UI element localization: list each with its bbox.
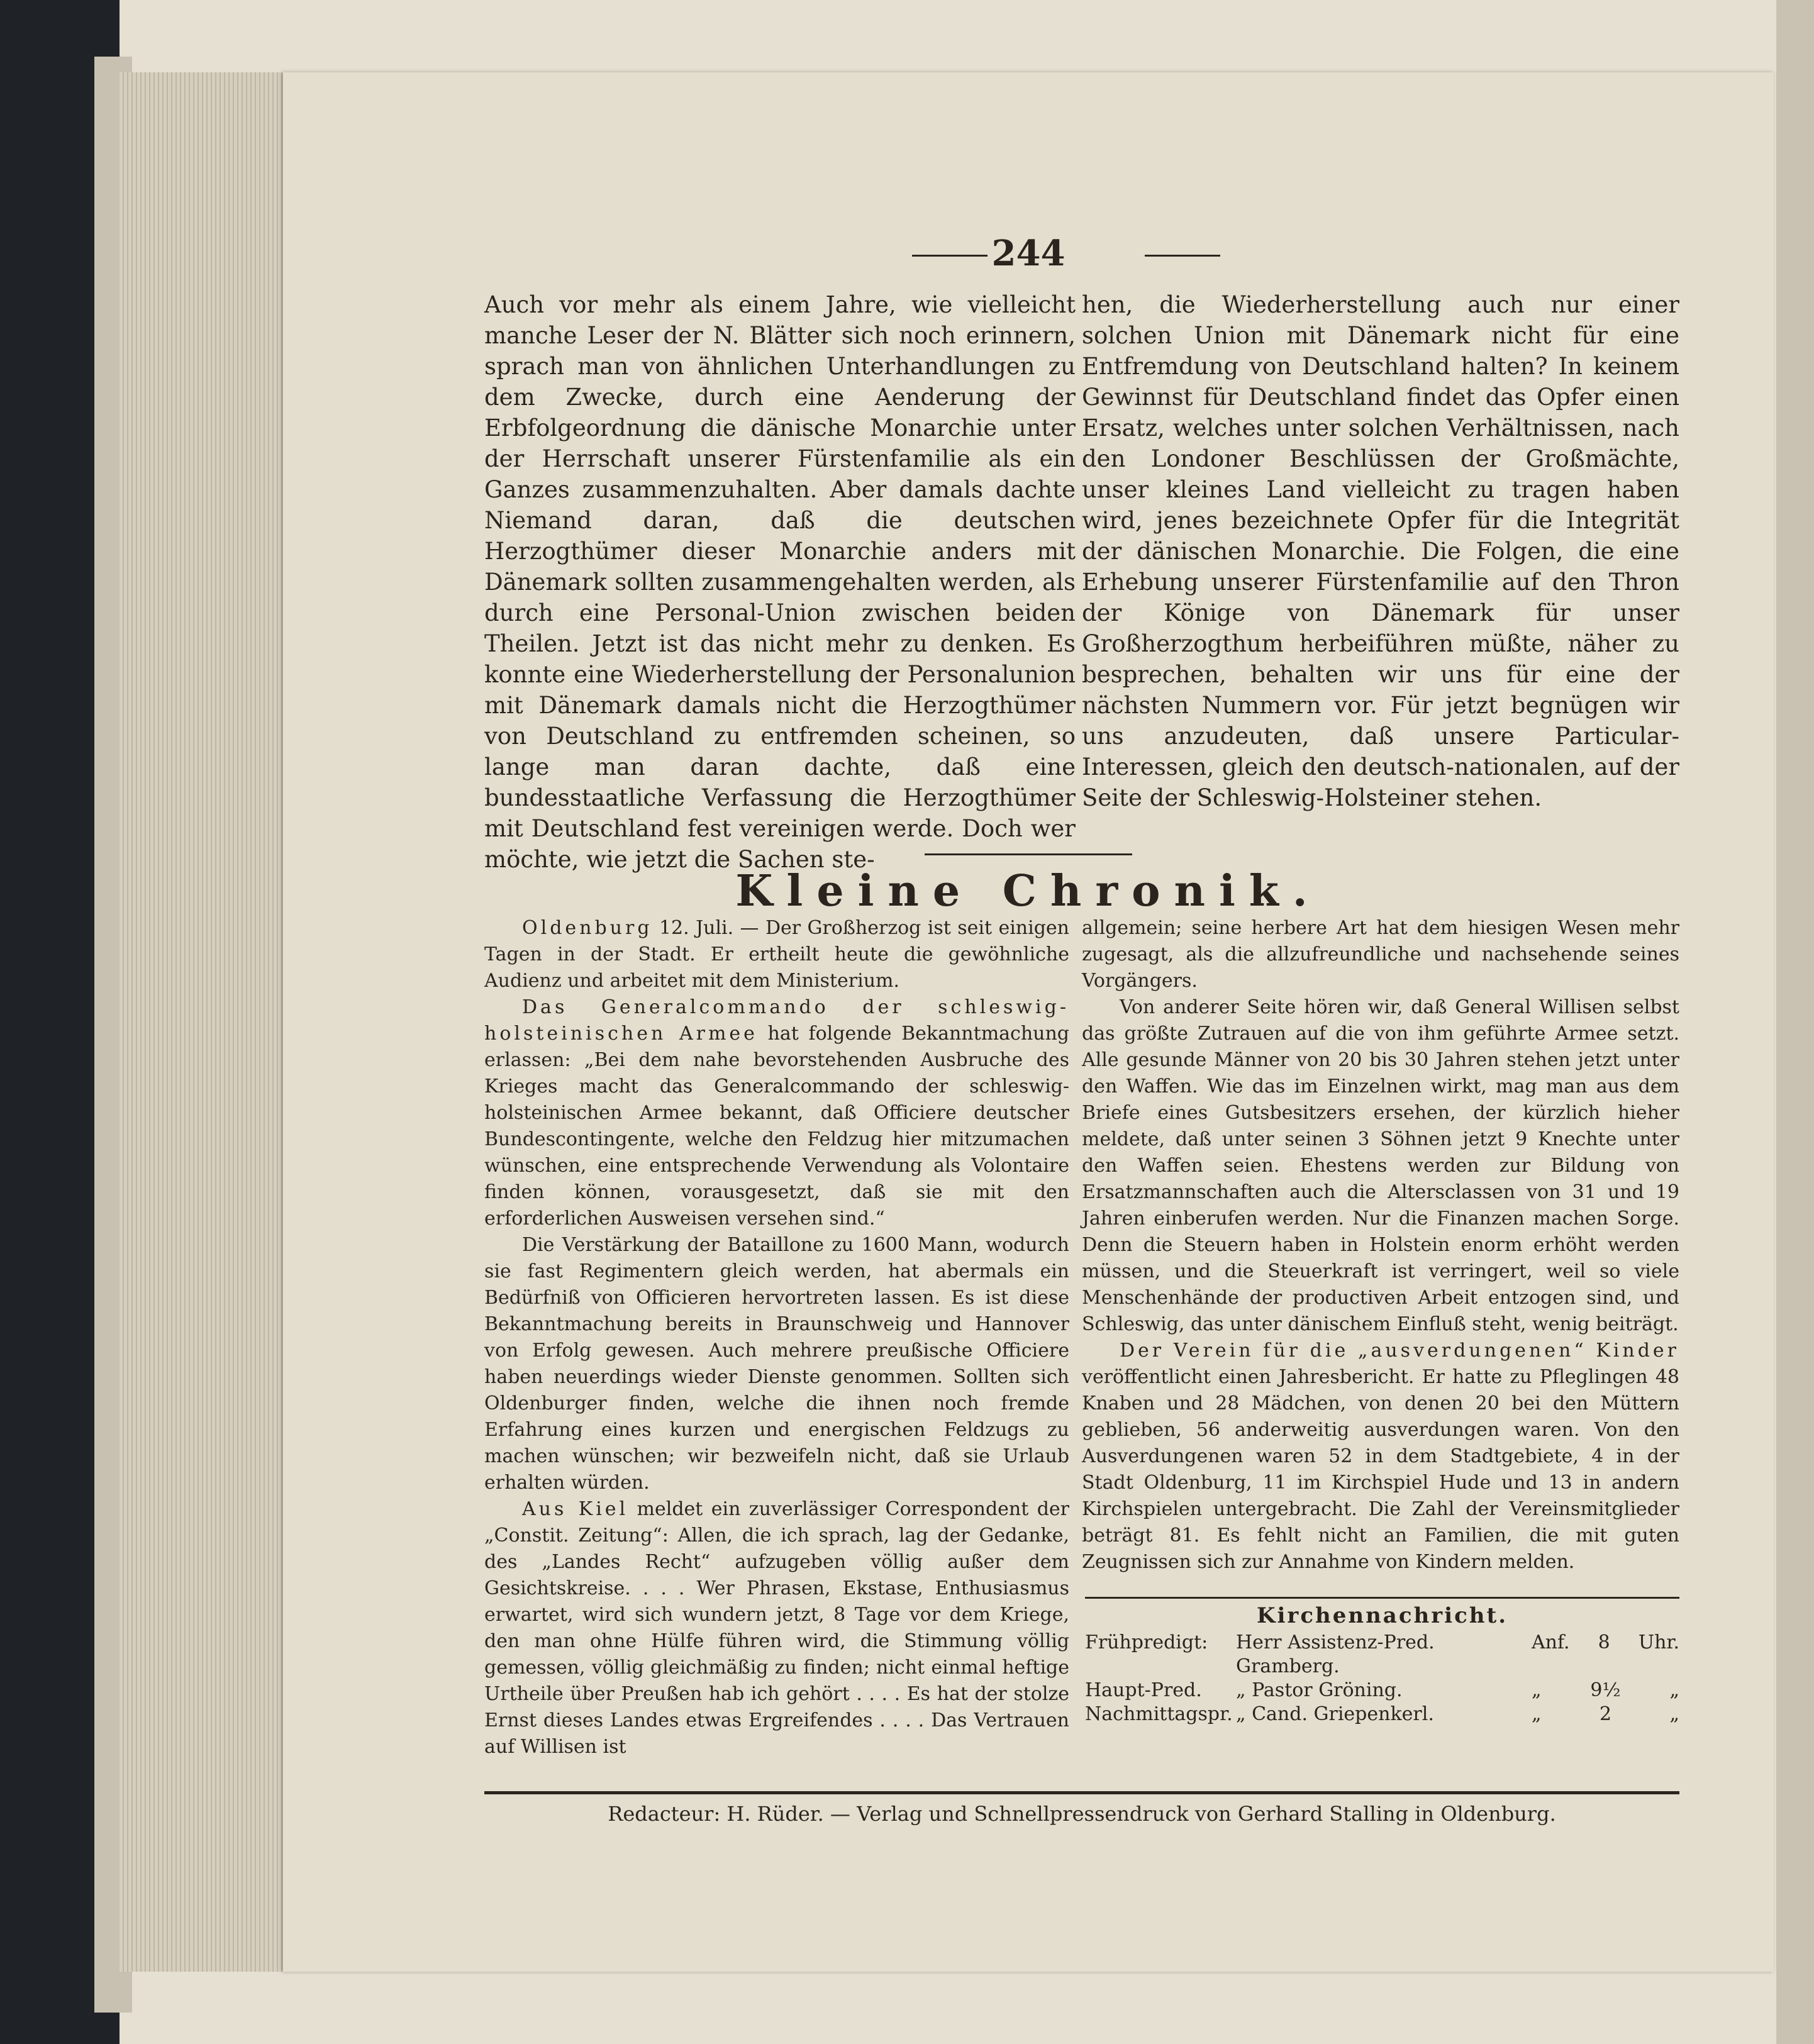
article-column-right: hen, die Wiederherstellung auch nur einer solchen Union mit Dänemark nicht für eine Entfremdung von Deutschland halten? In keinem Gewinnst für Deutschland findet das Opfer einen Ersatz, welches unter solchen Verhältnissen, nach den Londoner Beschlüssen der Großmächte, unser kleines Land vielleicht zu tragen haben wird, jenes bezeichnete Opfer für die Integrität der dänischen Monarchie. Die Folgen, die eine Erhebung unserer Fürstenfamilie auf den Thron der Könige von Dänemark für unser Großherzogthum herbeiführen müßte, näher zu besprechen, behalten wir uns für eine der nächsten Nummern vor. Für jetzt begnügen wir uns anzudeuten, daß unsere Particular-Interessen, gleich den deutsch-nationalen, auf der Seite der Schleswig-Holsteiner stehen.	[1082, 291, 1679, 811]
kirchen-row: Frühpredigt: Herr Assistenz-Pred. Gramberg. Anf. 8 Uhr.	[1085, 1631, 1679, 1677]
newspaper-page	[283, 72, 1774, 1972]
news-item: Aus Kiel meldet ein zuverlässiger Correspondent der „Constit. Zeitung“: Allen, die ich sprach, lag der Gedanke, des „Landes Recht“ aufzugeben völlig außer dem Gesichtskreise. . . . Wer Phrasen, Ekstase, Enthusiasmus erwartet, wird sich wundern jetzt, 8 Tage vor dem Kriege, den man ohne Hülfe führen wird, die Stimmung völlig gemessen, völlig gleichmäßig zu finden; nicht einmal heftige Urtheile über Preußen hab ich gehört . . . . Es hat der stolze Ernst dieses Landes etwas Ergreifendes . . . . Das Vertrauen auf Willisen ist	[484, 1498, 1069, 1758]
kirchen-row: Nachmittagspr. „ Cand. Griepenkerl. „ 2 „	[1085, 1703, 1679, 1725]
news-item: Der Verein für die „ausverdungenen“ Kinder veröffentlicht einen Jahresbericht. Er hatte zu Pfleglingen 48 Knaben und 28 Mädchen, von denen 20 bei den Müttern geblieben, 56 anderweitig ausverdungen waren. Von den Ausverdungenen waren 52 in dem Stadtgebiete, 4 in der Stadt Oldenburg, 11 im Kirchspiel Hude und 13 in andern Kirchspielen untergebracht. Die Zahl der Vereinsmitglieder beträgt 81. Es fehlt nicht an Familien, die mit guten Zeugnissen sich zur Annahme von Kindern melden.	[1082, 1340, 1679, 1573]
page-stack	[120, 72, 283, 1972]
chronik-column-left	[484, 915, 1069, 1760]
footer-rule	[484, 1791, 1679, 1794]
kirchen-divider	[1085, 1597, 1679, 1599]
next-page-edge	[1776, 0, 1814, 2044]
kirchen-row: Haupt-Pred. „ Pastor Gröning. „ 9½ „	[1085, 1679, 1679, 1701]
article-column-left: Auch vor mehr als einem Jahre, wie vielleicht manche Leser der N. Blätter sich noch erinnern, sprach man von ähnlichen Unterhandlungen zu dem Zwecke, durch eine Aenderung der Erbfolgeordnung die dänische Monarchie unter der Herrschaft unserer Fürstenfamilie als ein Ganzes zusammenzuhalten. Aber damals dachte Niemand daran, daß die deutschen Herzogthümer dieser Monarchie anders mit Dänemark sollten zusammengehalten werden, als durch eine Personal-Union zwischen beiden Theilen. Jetzt ist das nicht mehr zu denken. Es konnte eine Wiederherstellung der Personalunion mit Dänemark damals nicht die Herzogthümer von Deutschland zu entfremden scheinen, so lange man daran dachte, daß eine bundesstaatliche Verfassung die Herzogthümer mit Deutschland fest vereinigen werde. Doch wer möchte, wie jetzt die Sachen ste-	[484, 291, 1076, 873]
kirchen-title: Kirchennachricht.	[1256, 1603, 1508, 1628]
news-item: Von anderer Seite hören wir, daß General Willisen selbst das größte Zutrauen auf die von ihm geführte Armee setzt. Alle gesunde Männer von 20 bis 30 Jahren stehen jetzt unter den Waffen. Wie das im Einzelnen wirkt, mag man aus dem Briefe eines Gutsbesitzers ersehen, der kürzlich hieher meldete, daß unter seinen 3 Söhnen jetzt 9 Knechte unter den Waffen seien. Ehestens werden zur Bildung von Ersatzmannschaften auch die Altersclassen von 31 und 19 Jahren einberufen werden. Nur die Finanzen machen Sorge. Denn die Steuern haben in Holstein enorm erhöht werden müssen, und die Steuerkraft ist verringert, weil so viele Menschenhände der productiven Arbeit entzogen sind, und Schleswig, das unter dänischem Einfluß steht, wenig beiträgt.	[1082, 996, 1679, 1335]
news-item: allgemein; seine herbere Art hat dem hiesigen Wesen mehr zugesagt, als die allzufreundliche und nachsehende seines Vorgängers.	[1082, 917, 1679, 992]
news-item: Das Generalcommando der schleswig-holsteinischen Armee hat folgende Bekanntmachung erlassen: „Bei dem nahe bevorstehenden Ausbruche des Krieges macht das Generalcommando der schleswig-holsteinischen Armee bekannt, daß Officiere deutscher Bundescontingente, welche den Feldzug hier mitzumachen wünschen, eine entsprechende Verwendung als Volontaire finden können, vorausgesetzt, daß sie mit den erforderlichen Ausweisen versehen sind.“	[484, 996, 1069, 1230]
section-title: Kleine Chronik.	[735, 866, 1322, 916]
section-divider	[925, 853, 1132, 855]
page-number: 244	[991, 233, 1066, 274]
news-item: Die Verstärkung der Bataillone zu 1600 Mann, wodurch sie fast Regimentern gleich werden, hat abermals ein Bedürfniß von Officieren hervortreten lassen. Es ist diese Bekanntmachung bereits in Braunschweig und Hannover von Erfolg gewesen. Auch mehrere preußische Officiere haben neuerdings wieder Dienste genommen. Sollten sich Oldenburger finden, welche die ihnen noch fremde Erfahrung eines kurzen und energischen Feldzugs zu machen wünschen; wir bezweifeln nicht, daß sie Urlaub erhalten würden.	[484, 1234, 1069, 1494]
imprint-footer: Redacteur: H. Rüder. — Verlag und Schnellpressendruck von Gerhard Stalling in Oldenburg.	[608, 1802, 1556, 1826]
news-item: Oldenburg 12. Juli. — Der Großherzog ist seit einigen Tagen in der Stadt. Er ertheilt heute die gewöhnliche Audienz und arbeitet mit dem Ministerium.	[484, 917, 1069, 992]
kirchen-table	[1085, 1631, 1679, 1726]
page-number-rule-right	[1145, 255, 1220, 257]
chronik-column-right	[1082, 915, 1679, 1575]
